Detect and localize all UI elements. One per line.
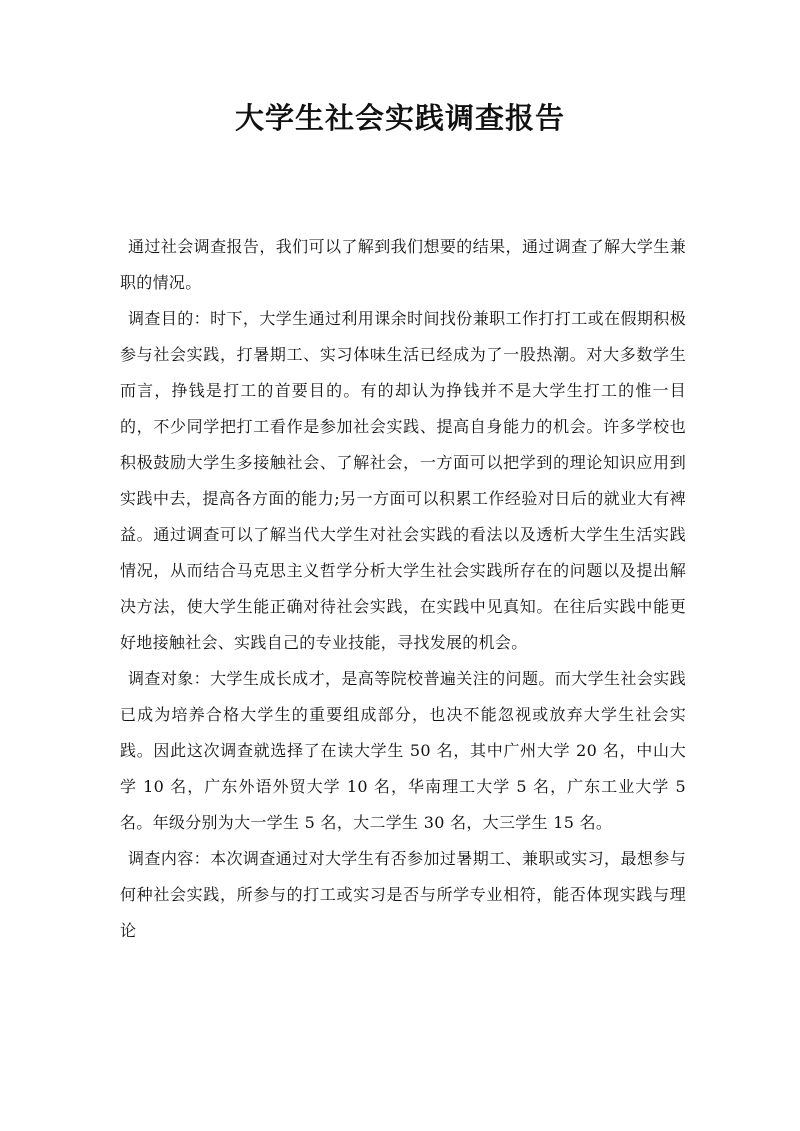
subjects-paragraph: 调查对象：大学生成长成才，是高等院校普遍关注的问题。而大学生社会实践已成为培养合格大学生的重要组成部分，也决不能忽视或放弃大学生社会实践。因此这次调查就选择了在读大学生 50 名，其中广州大学 20 名，中山大学 10 名，广东外语外贸大学 10 名，华南理工大学 5 名，广东工业大学 5 名。年级分别为大一学生 5 名，大二学生 30 名，大三学生 15 名。 [120,669,686,832]
intro-paragraph: 通过社会调查报告，我们可以了解到我们想要的结果，通过调查了解大学生兼职的情况。 [120,237,686,292]
purpose-paragraph: 调查目的：时下，大学生通过利用课余时间找份兼职工作打打工或在假期积极参与社会实践，打暑期工、实习体味生活已经成为了一股热潮。对大多数学生而言，挣钱是打工的首要目的。有的却认为挣钱并不是大学生打工的惟一目的，不少同学把打工看作是参加社会实践、提高自身能力的机会。许多学校也积极鼓励大学生多接触社会、了解社会，一方面可以把学到的理论知识应用到实践中去，提高各方面的能力;另一方面可以积累工作经验对日后的就业大有裨益。通过调查可以了解当代大学生对社会实践的看法以及透析大学生生活实践情况，从而结合马克思主义哲学分析大学生社会实践所存在的问题以及提出解决方法，使大学生能正确对待社会实践，在实践中见真知。在往后实践中能更好地接触社会、实践自己的专业技能，寻找发展的机会。 [120,309,686,652]
content-paragraph: 调查内容：本次调查通过对大学生有否参加过暑期工、兼职或实习，最想参与何种社会实践，所参与的打工或实习是否与所学专业相符，能否体现实践与理论 [120,849,686,940]
document-title: 大学生社会实践调查报告 [234,101,565,135]
document-body [120,229,686,949]
